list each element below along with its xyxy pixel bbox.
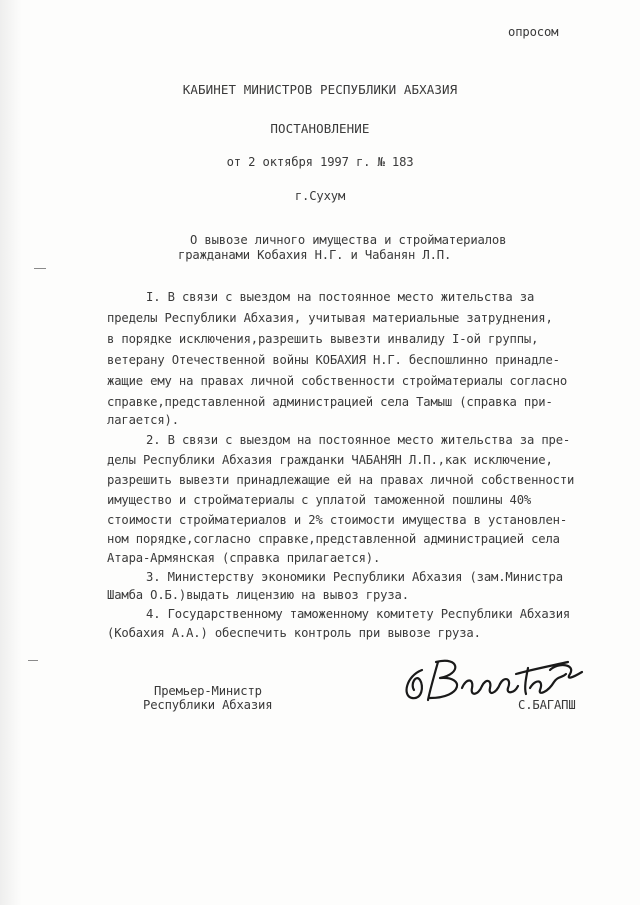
body-line: Атара-Армянская (справка прилагается). bbox=[107, 551, 381, 565]
body-line: (Кобахия А.А.) обеспечить контроль при вывозе груза. bbox=[107, 626, 481, 640]
body-line: лагается). bbox=[107, 413, 179, 427]
distribution-stamp: опросом bbox=[508, 25, 559, 39]
body-line: жащие ему на правах личной собственности стройматериалы согласно bbox=[107, 374, 567, 388]
body-line: 4. Государственному таможенному комитету Республики Абхазия bbox=[146, 607, 571, 621]
document-type: ПОСТАНОВЛЕНИЕ bbox=[270, 121, 370, 136]
issuing-body: КАБИНЕТ МИНИСТРОВ РЕСПУБЛИКИ АБХАЗИЯ bbox=[182, 82, 458, 97]
body-line: стоимости стройматериалов и 2% стоимости имущества в установлен- bbox=[107, 513, 567, 527]
body-line: в порядке исключения,разрешить вывезти инвалиду I-ой группы, bbox=[107, 332, 539, 346]
signatory-name: С.БАГАПШ bbox=[518, 698, 576, 712]
body-line: справке,представленной администрацией села Тамыш (справка при- bbox=[107, 395, 553, 409]
document-date-number: от 2 октября 1997 г. № 183 bbox=[226, 155, 414, 169]
body-line: имущество и стройматериалы с уплатой таможенной пошлины 40% bbox=[107, 493, 532, 507]
body-line: I. В связи с выездом на постоянное место жительства за bbox=[146, 290, 535, 304]
subject-line-2: гражданами Кобахия Н.Г. и Чабанян Л.П. bbox=[178, 248, 452, 262]
body-line: 3. Министерству экономики Республики Абхазия (зам.Министра bbox=[146, 570, 563, 584]
document-city: г.Сухум bbox=[294, 189, 346, 203]
body-line: пределы Республики Абхазия, учитывая материальные затруднения, bbox=[107, 311, 553, 325]
body-line: ветерану Отечественной войны КОБАХИЯ Н.Г. беспошлинно принадле- bbox=[107, 353, 560, 367]
punch-mark bbox=[34, 268, 46, 269]
signatory-position-line-1: Премьер-Министр bbox=[154, 684, 262, 698]
body-line: ном порядке,согласно справке,представленной администрацией села bbox=[107, 532, 560, 546]
signatory-position-line-2: Республики Абхазия bbox=[143, 698, 273, 712]
body-line: делы Республики Абхазия гражданки ЧАБАНЯН Л.П.,как исключение, bbox=[107, 453, 553, 467]
body-line: 2. В связи с выездом на постоянное место жительства за пре- bbox=[146, 433, 571, 447]
subject-line-1: О вывозе личного имущества и стройматериалов bbox=[190, 233, 507, 247]
punch-mark bbox=[28, 660, 38, 661]
body-line: разрешить вывезти принадлежащие ей на правах личной собственности bbox=[107, 473, 575, 487]
body-line: Шамба О.Б.)выдать лицензию на вывоз груза. bbox=[107, 588, 409, 602]
